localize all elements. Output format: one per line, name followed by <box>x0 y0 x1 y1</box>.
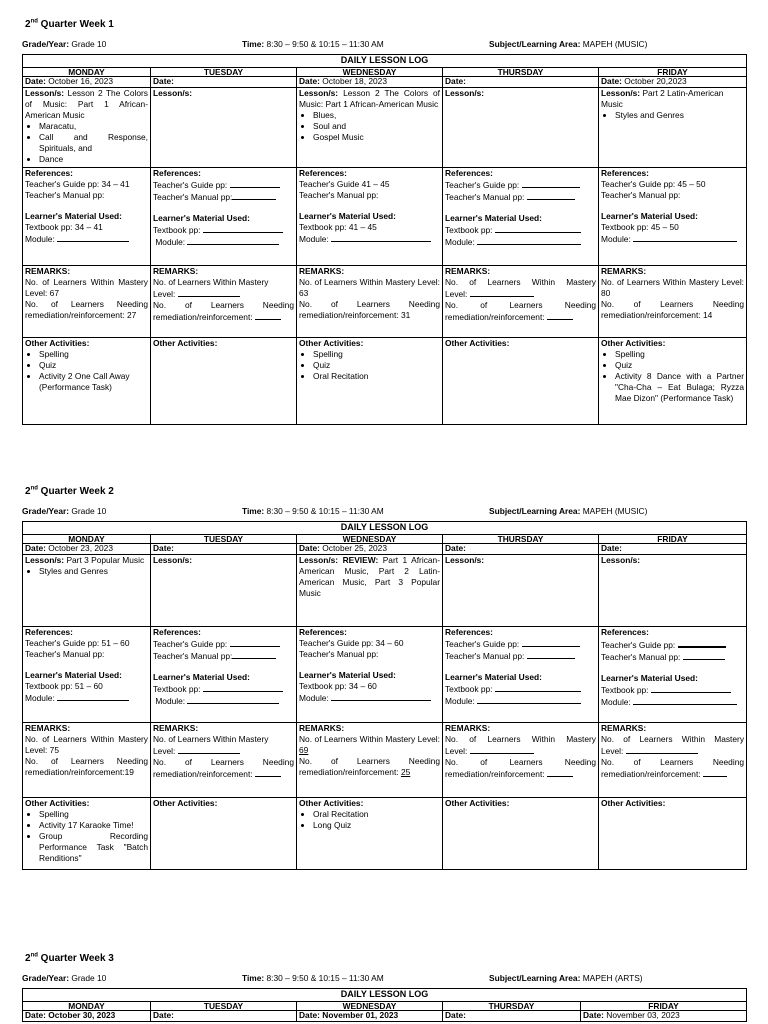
date-cell: Date: October 25, 2023 <box>297 544 443 555</box>
table-title: DAILY LESSON LOG <box>23 988 747 1001</box>
remarks-cell: REMARKS: No. of Learners Within Mastery Level: No. of Learners Needing remediation/reinforcement: <box>151 266 297 338</box>
day-header-friday: FRIDAY <box>599 67 747 77</box>
lesson-cell: Lesson/s: <box>599 555 747 627</box>
references-cell: References: Teacher's Guide pp: 34 – 41 Teacher's Manual pp: Learner's Material Used: Textbook pp: 34 – 41 Module: <box>23 168 151 266</box>
day-header-monday: MONDAY <box>23 1001 151 1011</box>
references-cell: References: Teacher's Guide pp: Teacher's Manual pp: Learner's Material Used: Textbook pp: Module: <box>599 627 747 723</box>
remarks-cell: REMARKS: No. of Learners Within Mastery Level: 80 No. of Learners Needing remediation/reinforcement: 14 <box>599 266 747 338</box>
day-header-friday: FRIDAY <box>581 1001 747 1011</box>
day-header-tuesday: TUESDAY <box>151 67 297 77</box>
date-cell: Date: <box>443 544 599 555</box>
date-cell: Date: <box>443 1011 581 1022</box>
lesson-cell: Lesson/s: <box>151 88 297 168</box>
week-3-meta: Grade/Year: Grade 10 Time: 8:30 – 9:50 & 10:15 – 11:30 AM Subject/Learning Area: MAPEH (ARTS) <box>22 973 643 983</box>
day-header-thursday: THURSDAY <box>443 67 599 77</box>
week-3-title: 2nd Quarter Week 3 <box>25 952 114 964</box>
other-activities-cell: Other Activities: <box>151 798 297 870</box>
references-cell: References: Teacher's Guide pp: 51 – 60 Teacher's Manual pp: Learner's Material Used: Textbook pp: 51 – 60 Module: <box>23 627 151 723</box>
other-activities-cell: Other Activities: • Spelling • Activity 17 Karaoke Time! • Group Recording Performance Task "Batch Renditions" <box>23 798 151 870</box>
table-title: DAILY LESSON LOG <box>23 54 747 67</box>
week-2-title: 2nd Quarter Week 2 <box>25 485 114 497</box>
other-activities-cell: Other Activities: • Spelling • Quiz • Activity 8 Dance with a Partner "Cha-Cha – Eat Bulaga; Ryzza Mae Dizon" (Performance Task) <box>599 338 747 425</box>
remarks-cell: REMARKS: No. of Learners Within Mastery Level: No. of Learners Needing remediation/reinforcement: <box>443 266 599 338</box>
references-cell: References: Teacher's Guide pp: Teacher's Manual pp: Learner's Material Used: Textbook pp: Module: <box>151 627 297 723</box>
day-header-thursday: THURSDAY <box>443 1001 581 1011</box>
lesson-cell: Lesson/s: <box>443 555 599 627</box>
lesson-cell: Lesson/s: <box>151 555 297 627</box>
table-title: DAILY LESSON LOG <box>23 521 747 534</box>
date-cell: Date: October 16, 2023 <box>23 77 151 88</box>
day-header-wednesday: WEDNESDAY <box>297 1001 443 1011</box>
references-cell: References: Teacher's Guide pp: Teacher's Manual pp: Learner's Material Used: Textbook pp: Module: <box>151 168 297 266</box>
day-header-tuesday: TUESDAY <box>151 534 297 544</box>
date-cell: Date: November 01, 2023 <box>297 1011 443 1022</box>
day-header-wednesday: WEDNESDAY <box>297 67 443 77</box>
week-1-meta: Grade/Year: Grade 10 Time: 8:30 – 9:50 & 10:15 – 11:30 AM Subject/Learning Area: MAPEH (MUSIC) <box>22 39 648 49</box>
week-2-meta: Grade/Year: Grade 10 Time: 8:30 – 9:50 & 10:15 – 11:30 AM Subject/Learning Area: MAPEH (MUSIC) <box>22 506 648 516</box>
week-3-lesson-log-table <box>22 988 747 1022</box>
lesson-cell: Lesson/s: REVIEW: Part 1 African-American Music, Part 2 Latin-American Music, Part 3 Popular Music <box>297 555 443 627</box>
date-cell: Date: <box>151 1011 297 1022</box>
date-cell: Date: <box>599 544 747 555</box>
day-header-tuesday: TUESDAY <box>151 1001 297 1011</box>
day-header-wednesday: WEDNESDAY <box>297 534 443 544</box>
other-activities-cell: Other Activities: <box>151 338 297 425</box>
other-activities-cell: Other Activities: <box>599 798 747 870</box>
references-cell: References: Teacher's Guide pp: Teacher's Manual pp: Learner's Material Used: Textbook pp: Module: <box>443 627 599 723</box>
lesson-cell: Lesson/s: <box>443 88 599 168</box>
date-cell: Date: <box>151 77 297 88</box>
day-header-thursday: THURSDAY <box>443 534 599 544</box>
week-2-lesson-log-table <box>22 521 747 870</box>
other-activities-cell: Other Activities: • Spelling • Quiz • Activity 2 One Call Away (Performance Task) <box>23 338 151 425</box>
references-cell: References: Teacher's Guide pp: Teacher's Manual pp: Learner's Material Used: Textbook pp: Module: <box>443 168 599 266</box>
day-header-monday: MONDAY <box>23 534 151 544</box>
week-1-section <box>22 18 747 425</box>
day-header-friday: FRIDAY <box>599 534 747 544</box>
lesson-cell: Lesson/s: Part 3 Popular Music • Styles and Genres <box>23 555 151 627</box>
remarks-cell: REMARKS: No. of Learners Within Mastery Level: 63 No. of Learners Needing remediation/reinforcement: 31 <box>297 266 443 338</box>
remarks-cell: REMARKS: No. of Learners Within Mastery Level: No. of Learners Needing remediation/reinforcement: <box>443 723 599 798</box>
week-1-title: 2nd Quarter Week 1 <box>25 18 114 30</box>
week-3-section <box>22 952 747 1022</box>
other-activities-cell: Other Activities: <box>443 798 599 870</box>
week-1-lesson-log-table <box>22 54 747 425</box>
remarks-cell: REMARKS: No. of Learners Within Mastery Level: 75 No. of Learners Needing remediation/reinforcement:19 <box>23 723 151 798</box>
date-cell: Date: October 18, 2023 <box>297 77 443 88</box>
remarks-cell: REMARKS: No. of Learners Within Mastery Level: 67 No. of Learners Needing remediation/reinforcement: 27 <box>23 266 151 338</box>
day-header-monday: MONDAY <box>23 67 151 77</box>
date-cell: Date: October 23, 2023 <box>23 544 151 555</box>
other-activities-cell: Other Activities: <box>443 338 599 425</box>
references-cell: References: Teacher's Guide 41 – 45 Teacher's Manual pp: Learner's Material Used: Textbook pp: 41 – 45 Module: <box>297 168 443 266</box>
date-cell: Date: October 30, 2023 <box>23 1011 151 1022</box>
date-cell: Date: October 20,2023 <box>599 77 747 88</box>
lesson-cell: Lesson/s: Lesson 2 The Colors of Music: Part 1 African-American Music • Maracatu, • Call and Response, Spirituals, and • Dance <box>23 88 151 168</box>
date-cell: Date: <box>443 77 599 88</box>
remarks-cell: REMARKS: No. of Learners Within Mastery Level: No. of Learners Needing remediation/reinforcement: <box>151 723 297 798</box>
remarks-cell: REMARKS: No. of Learners Within Mastery Level: No. of Learners Needing remediation/reinforcement: <box>599 723 747 798</box>
date-cell: Date: November 03, 2023 <box>581 1011 747 1022</box>
references-cell: References: Teacher's Guide pp: 34 – 60 Teacher's Manual pp: Learner's Material Used: Textbook pp: 34 – 60 Module: <box>297 627 443 723</box>
date-cell: Date: <box>151 544 297 555</box>
lesson-cell: Lesson/s: Lesson 2 The Colors of Music: Part 1 African-American Music • Blues, • Soul and • Gospel Music <box>297 88 443 168</box>
week-2-section <box>22 485 747 870</box>
references-cell: References: Teacher's Guide pp: 45 – 50 Teacher's Manual pp: Learner's Material Used: Textbook pp: 45 – 50 Module: <box>599 168 747 266</box>
other-activities-cell: Other Activities: • Oral Recitation • Long Quiz <box>297 798 443 870</box>
other-activities-cell: Other Activities: • Spelling • Quiz • Oral Recitation <box>297 338 443 425</box>
remarks-cell: REMARKS: No. of Learners Within Mastery Level: 69 No. of Learners Needing remediation/reinforcement: 25 <box>297 723 443 798</box>
lesson-cell: Lesson/s: Part 2 Latin-American Music • Styles and Genres <box>599 88 747 168</box>
